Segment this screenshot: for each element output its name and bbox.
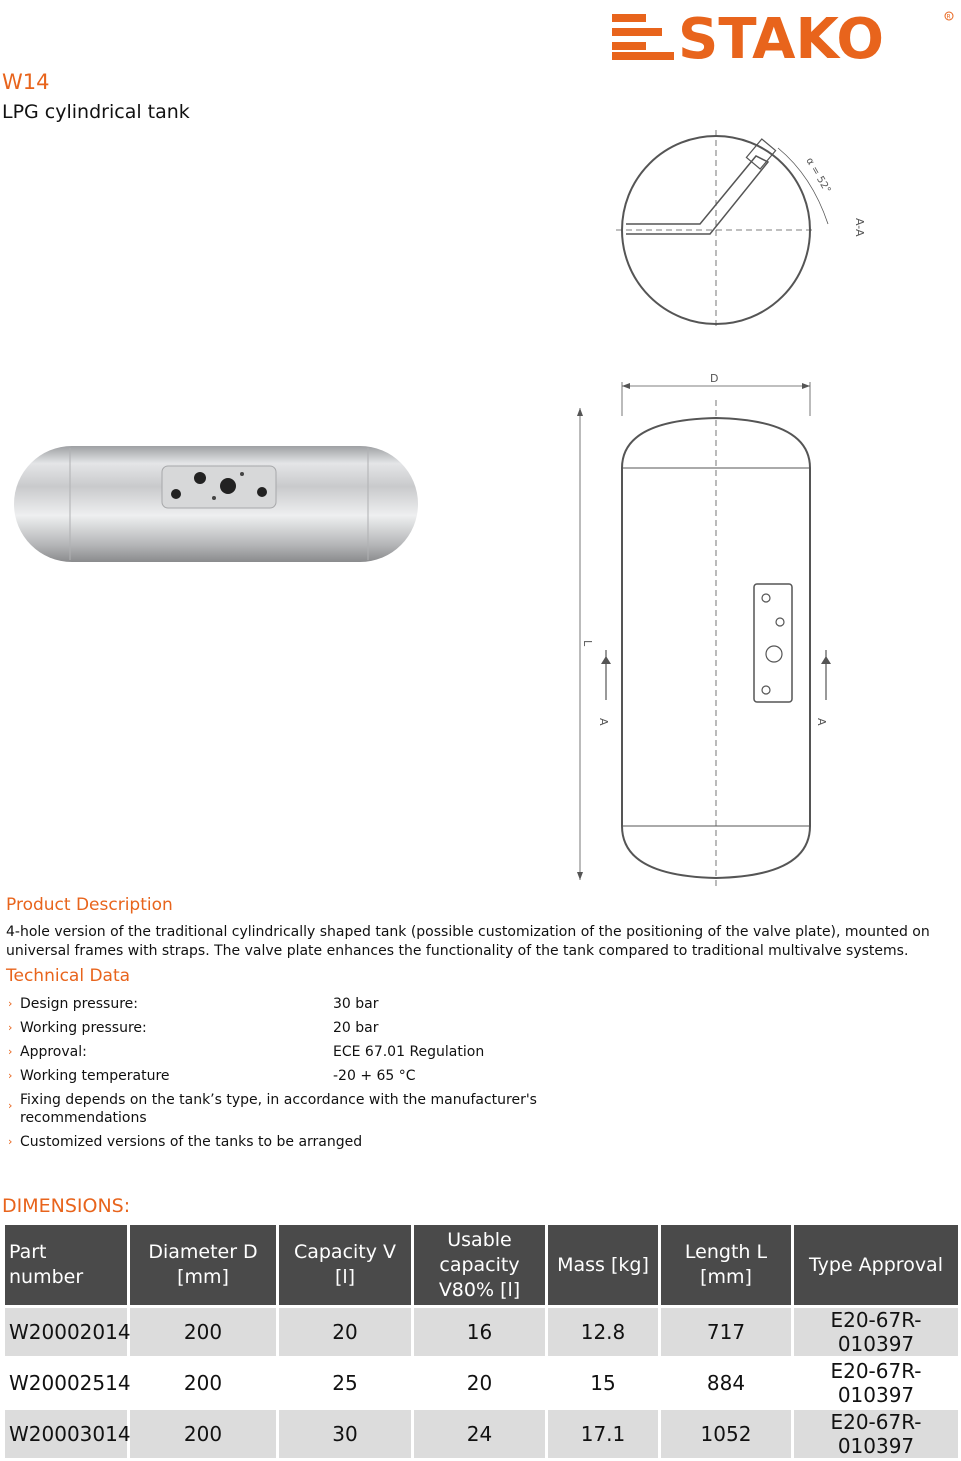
- tech-row-working-temperature: [8, 1067, 568, 1085]
- tech-label: Customized versions of the tanks to be arranged: [20, 1134, 363, 1150]
- stako-logo-graphic: [608, 7, 954, 72]
- header-capacity: Capacity V [l]: [279, 1225, 411, 1305]
- bullet-icon: ›: [8, 1021, 13, 1034]
- description-heading: Product Description: [6, 895, 173, 915]
- tank-photo: [10, 440, 424, 568]
- cell-length: 717: [661, 1308, 791, 1356]
- cell-mass: 15: [548, 1359, 658, 1407]
- product-name: LPG cylindrical tank: [2, 101, 190, 123]
- cell-part-number: W20002014: [5, 1308, 127, 1356]
- header-diameter: Diameter D [mm]: [130, 1225, 276, 1305]
- length-label: L: [581, 640, 594, 647]
- header-type-approval: Type Approval: [794, 1225, 958, 1305]
- cell-mass: 17.1: [548, 1410, 658, 1458]
- tech-row-design-pressure: [8, 995, 568, 1013]
- tech-label: Working temperature: [20, 1068, 170, 1084]
- table-row: [5, 1410, 958, 1458]
- tech-row-fixing: [8, 1091, 568, 1127]
- cell-mass: 12.8: [548, 1308, 658, 1356]
- svg-text:R: R: [946, 13, 951, 21]
- angle-label: α = 52°: [803, 156, 833, 196]
- tech-value: ECE 67.01 Regulation: [333, 1044, 485, 1060]
- technical-heading: Technical Data: [6, 966, 131, 986]
- tech-row-customized: [8, 1133, 568, 1151]
- tech-value: 20 bar: [333, 1020, 379, 1036]
- stako-logo: [608, 7, 954, 72]
- bullet-icon: ›: [8, 1135, 13, 1148]
- bullet-icon: ›: [8, 997, 13, 1010]
- cell-usable-capacity: 20: [414, 1359, 545, 1407]
- header-length: Length L [mm]: [661, 1225, 791, 1305]
- bullet-icon: ›: [8, 1045, 13, 1058]
- diameter-label: D: [710, 372, 719, 385]
- description-text: 4-hole version of the traditional cylindrically shaped tank (possible customization of the positioning of the valve plate), mounted on universal frames with straps. The valve plate enhances the functionality of the tank compared to traditional multivalve systems.: [6, 924, 930, 959]
- tech-label: Design pressure:: [20, 996, 138, 1012]
- tech-label: Fixing depends on the tank’s type, in accordance with the manufacturer's recommendations: [20, 1092, 537, 1126]
- logo-text: STAKO: [678, 7, 885, 72]
- cut-label-left: A: [597, 718, 610, 726]
- tech-row-approval: [8, 1043, 568, 1061]
- tech-value: 30 bar: [333, 996, 379, 1012]
- cell-diameter: 200: [130, 1308, 276, 1356]
- cell-part-number: W20002514: [5, 1359, 127, 1407]
- header-mass: Mass [kg]: [548, 1225, 658, 1305]
- cell-type-approval: E20-67R-010397: [794, 1359, 958, 1407]
- cell-length: 884: [661, 1359, 791, 1407]
- cell-capacity: 30: [279, 1410, 411, 1458]
- header-part-number: Part number: [5, 1225, 127, 1305]
- tech-row-working-pressure: [8, 1019, 568, 1037]
- bullet-icon: ›: [8, 1099, 13, 1112]
- cell-type-approval: E20-67R-010397: [794, 1308, 958, 1356]
- header-usable-capacity: Usable capacity V80% [l]: [414, 1225, 545, 1305]
- technical-data-list: [8, 995, 568, 1151]
- cell-capacity: 25: [279, 1359, 411, 1407]
- cell-type-approval: E20-67R-010397: [794, 1410, 958, 1458]
- section-label: A-A: [853, 218, 866, 237]
- table-header-row: [5, 1225, 958, 1305]
- cell-diameter: 200: [130, 1410, 276, 1458]
- cut-label-right: A: [815, 718, 828, 726]
- table-row: [5, 1308, 958, 1356]
- cell-diameter: 200: [130, 1359, 276, 1407]
- dimensions-table: [2, 1222, 961, 1461]
- product-code: W14: [2, 70, 50, 94]
- cell-part-number: W20003014: [5, 1410, 127, 1458]
- cell-length: 1052: [661, 1410, 791, 1458]
- cell-usable-capacity: 16: [414, 1308, 545, 1356]
- dimensions-heading: DIMENSIONS:: [2, 1195, 131, 1217]
- tech-value: -20 + 65 °C: [333, 1068, 416, 1084]
- bullet-icon: ›: [8, 1069, 13, 1082]
- cell-usable-capacity: 24: [414, 1410, 545, 1458]
- cell-capacity: 20: [279, 1308, 411, 1356]
- table-row: [5, 1359, 958, 1407]
- technical-drawing: [560, 120, 890, 890]
- tech-label: Working pressure:: [20, 1020, 147, 1036]
- tech-label: Approval:: [20, 1044, 87, 1060]
